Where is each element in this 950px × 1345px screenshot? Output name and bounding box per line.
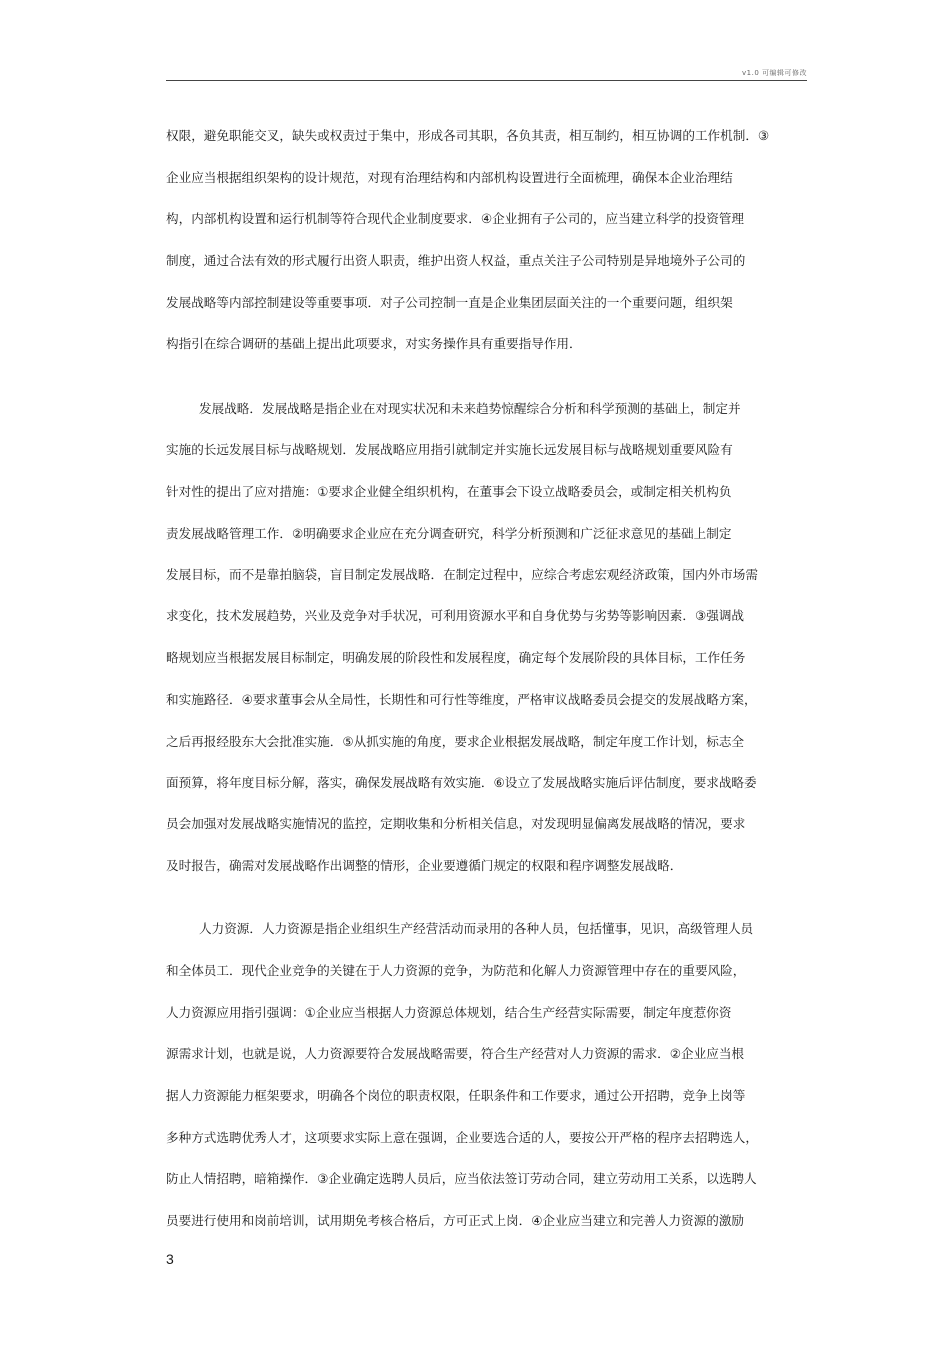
- header-rule: [166, 80, 807, 81]
- text-line: 略规划应当根据发展目标制定，明确发展的阶段性和发展程度，确定每个发展阶段的具体目标，工作任务: [166, 650, 746, 665]
- text-line: 制度，通过合法有效的形式履行出资人职责，维护出资人权益，重点关注子公司特别是异地境外子公司的: [166, 253, 746, 268]
- text-line: 员会加强对发展战略实施情况的监控，定期收集和分析相关信息，对发现明显偏离发展战略的情况，要求: [166, 816, 746, 831]
- page-number: 3: [166, 1251, 174, 1267]
- text-line: 发展战略．发展战略是指企业在对现实状况和未来趋势惊醒综合分析和科学预测的基础上，制定并: [199, 401, 741, 416]
- text-line: 和全体员工．现代企业竞争的关键在于人力资源的竞争，为防范和化解人力资源管理中存在的重要风险，: [166, 963, 746, 978]
- text-line: 及时报告，确需对发展战略作出调整的情形，企业要遵循门规定的权限和程序调整发展战略．: [166, 858, 683, 873]
- text-line: 据人力资源能力框架要求，明确各个岗位的职责权限，任职条件和工作要求，通过公开招聘，竞争上岗等: [166, 1088, 746, 1103]
- text-line: 企业应当根据组织架构的设计规范，对现有治理结构和内部机构设置进行全面梳理，确保本企业治理结: [166, 170, 733, 185]
- text-line: 之后再报经股东大会批准实施．⑤从抓实施的角度，要求企业根据发展战略，制定年度工作计划，标志全: [166, 734, 745, 749]
- text-line: 实施的长远发展目标与战略规划．发展战略应用指引就制定并实施长远发展目标与战略规划重要风险有: [166, 442, 733, 457]
- text-line: 防止人情招聘，暗箱操作．③企业确定选聘人员后，应当依法签订劳动合同，建立劳动用工关系，以选聘人: [166, 1171, 757, 1186]
- text-line: 针对性的提出了应对措施：①要求企业健全组织机构，在董事会下设立战略委员会，或制定相关机构负: [166, 484, 732, 499]
- text-line: 人力资源应用指引强调：①企业应当根据人力资源总体规划，结合生产经营实际需要，制定年度惹你资: [166, 1005, 732, 1020]
- text-line: 构，内部机构设置和运行机制等符合现代企业制度要求．④企业拥有子公司的，应当建立科学的投资管理: [166, 211, 745, 226]
- text-line: 和实施路径．④要求董事会从全局性，长期性和可行性等维度，严格审议战略委员会提交的发展战略方案，: [166, 692, 757, 707]
- text-line: 构指引在综合调研的基础上提出此项要求，对实务操作具有重要指导作用．: [166, 336, 582, 351]
- text-line: 源需求计划，也就是说，人力资源要符合发展战略需要，符合生产经营对人力资源的需求．②企业应当根: [166, 1046, 745, 1061]
- text-line: 面预算，将年度目标分解，落实，确保发展战略有效实施．⑥设立了发展战略实施后评估制度，要求战略委: [166, 775, 757, 790]
- header-version-label: v1.0 可编辑可修改: [742, 69, 807, 77]
- text-line: 人力资源．人力资源是指企业组织生产经营活动而录用的各种人员，包括懂事，见识，高级管理人员: [199, 921, 754, 936]
- text-line: 员要进行使用和岗前培训，试用期免考核合格后，方可正式上岗．④企业应当建立和完善人力资源的激励: [166, 1213, 745, 1228]
- text-line: 发展战略等内部控制建设等重要事项．对子公司控制一直是企业集团层面关注的一个重要问题，组织架: [166, 295, 733, 310]
- text-line: 多种方式选聘优秀人才，这项要求实际上意在强调，企业要选合适的人，要按公开严格的程序去招聘选人，: [166, 1130, 758, 1145]
- text-line: 责发展战略管理工作．②明确要求企业应在充分调查研究，科学分析预测和广泛征求意见的基础上制定: [166, 526, 732, 541]
- text-line: 发展目标，而不是靠拍脑袋，盲目制定发展战略．在制定过程中，应综合考虑宏观经济政策，国内外市场需: [166, 567, 758, 582]
- text-line: 求变化，技术发展趋势，兴业及竞争对手状况，可利用资源水平和自身优势与劣势等影响因素．③强调战: [166, 608, 745, 623]
- text-line: 权限，避免职能交叉，缺失或权责过于集中，形成各司其职，各负其责，相互制约，相互协调的工作机制．③: [166, 128, 770, 143]
